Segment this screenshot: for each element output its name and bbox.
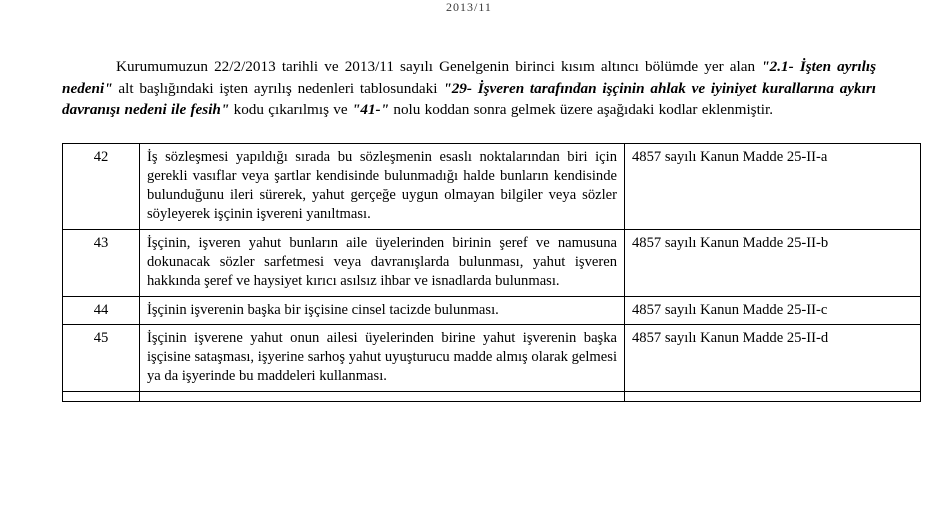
row-reference: 4857 sayılı Kanun Madde 25-II-b [625,229,921,296]
intro-text-part2: alt başlığındaki işten ayrılış nedenleri tablosundaki [112,79,444,97]
row-description: İşçinin, işveren yahut bunların aile üyelerinden birinin şeref ve namusuna dokunacak sözler sarfetmesi veya davranışlarda bulunması, yahut işveren hakkında şeref ve haysiyet kırıcı asılsız ihbar ve isnadlarda bulunması. [140,229,625,296]
row-reference: 4857 sayılı Kanun Madde 25-II-c [625,296,921,325]
table-row [63,296,921,325]
row-code: 43 [63,229,140,296]
table-row [63,229,921,296]
row-code [63,392,140,402]
table-row [63,392,921,402]
row-code: 44 [63,296,140,325]
row-description [140,392,625,402]
row-description: İşçinin işverene yahut onun ailesi üyelerinden birine yahut işverenin başka işçisine sataşması, işyerine sarhoş yahut uyuşturucu madde almış olarak gelmesi ya da işyerinde bu maddeleri kullanması. [140,325,625,392]
intro-text-part4: nolu koddan sonra gelmek üzere aşağıdaki kodlar eklenmiştir. [389,101,774,119]
page-header-stub: 2013/11 [446,0,492,14]
row-reference [625,392,921,402]
row-code: 42 [63,143,140,229]
intro-text-part1: Kurumumuzun 22/2/2013 tarihli ve 2013/11 sayılı Genelgenin birinci kısım altıncı bölümde yer alan [116,58,762,75]
intro-paragraph [62,56,876,121]
row-description: İşçinin işverenin başka bir işçisine cinsel tacizde bulunması. [140,296,625,325]
row-reference: 4857 sayılı Kanun Madde 25-II-d [625,325,921,392]
row-reference: 4857 sayılı Kanun Madde 25-II-a [625,143,921,229]
codes-table [62,143,921,403]
row-description: İş sözleşmesi yapıldığı sırada bu sözleşmenin esaslı noktalarından biri için gerekli vasıflar veya şartlar kendisinde bulunmadığı halde bunların kendisinde bulunduğunu ileri sürerek, yahut gerçeğe uygun olmayan bilgiler veya sözler söyleyerek işçinin işvereni yanıltması. [140,143,625,229]
intro-quote-2: "29- İşveren tarafından işçinin ahlak ve iyiniyet kurallarına aykırı davranışı nedeni ile fesih" [62,79,876,119]
intro-quote-1: "2.1- İşten ayrılış nedeni" [62,58,877,97]
row-code: 45 [63,325,140,392]
table-row [63,325,921,392]
intro-quote-3: "41-" [351,101,390,119]
table-row [63,143,921,229]
codes-table-body [63,143,921,402]
intro-text-part3: kodu çıkarılmış ve [229,101,352,119]
